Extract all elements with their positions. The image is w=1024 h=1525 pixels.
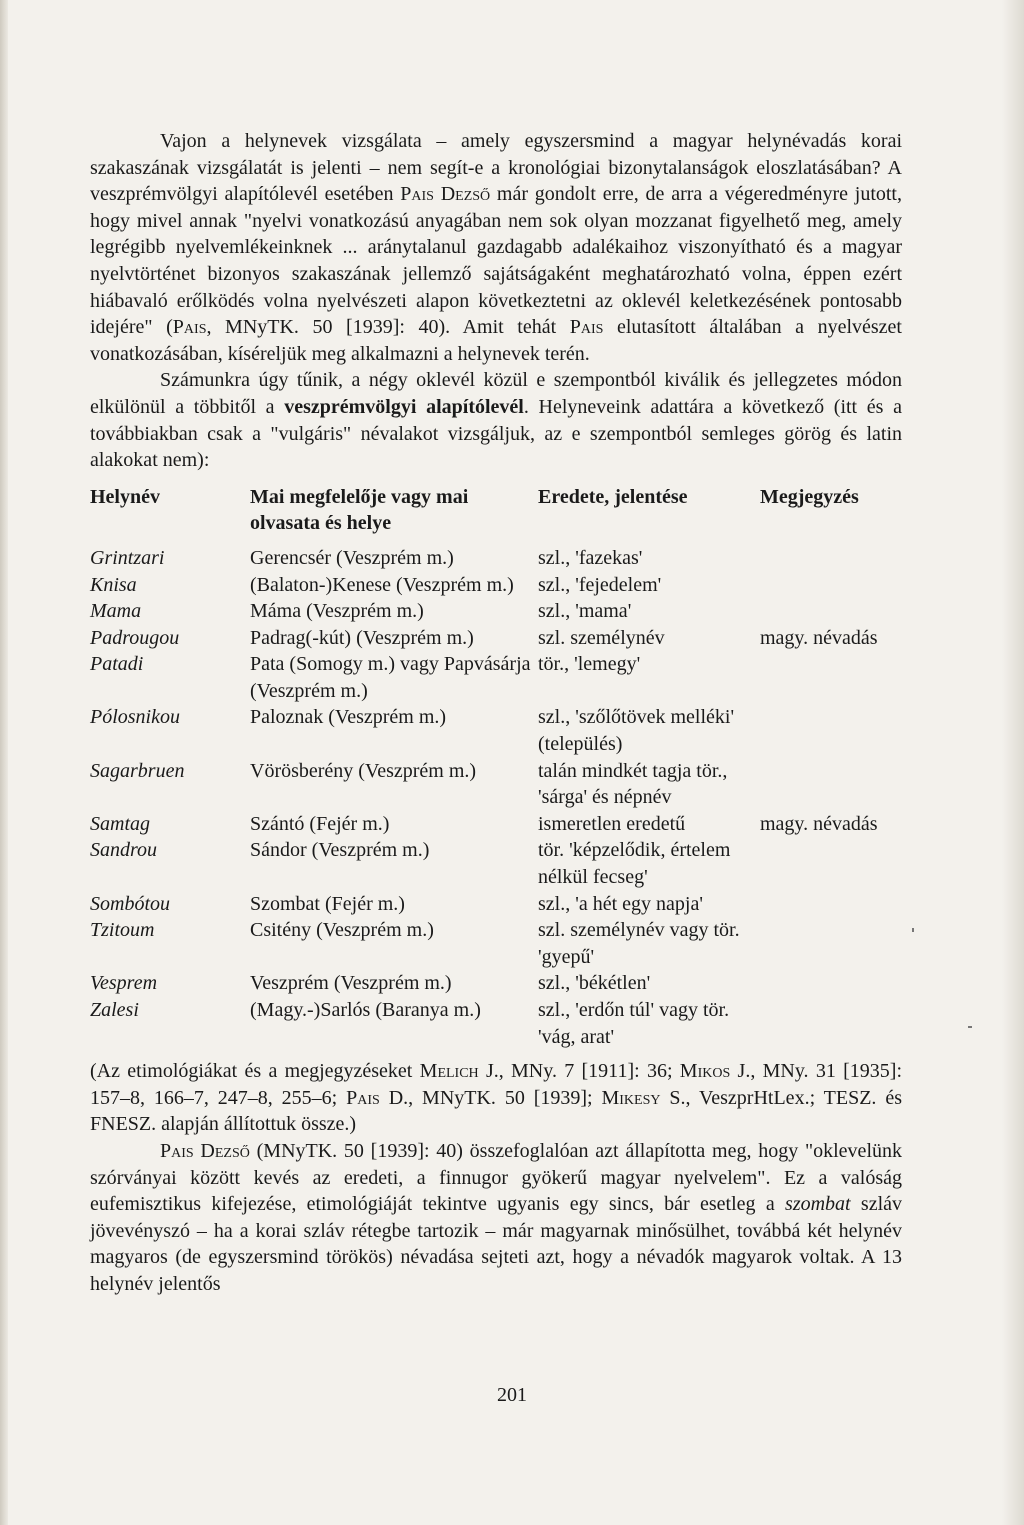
paragraph-1-text: már gondolt erre, de arra a végeredményre jutott, hogy mivel annak "nyelvi vonatkozású anyagában nem sok olyan mozzanat figyelhető meg, amely legrégibb nyelvemlékeinknek ... aránytalanul gazdagabb adalékaihoz viszonyítható és a magyar nyelvtörténet bizonyos szakaszának jellemző sajátságaként meghatározható volna, éppen ezért hiábavaló erőlködés volna nyelvészeti alapon következtetni az oklevél keletkezésének pontosabb idejére" ( [90,183,902,339]
modern-name-cell: Veszprém (Veszprém m.) [250,972,452,995]
place-name-cell: Sagarbruen [90,759,185,782]
scan-speck [968,1026,972,1028]
place-name-cell: Samtag [90,812,150,835]
paragraph-1-text: elutasított általában a nyelvészet vonatkozásában, kíséreljük meg alkalmazni a helynevek terén. [90,316,902,365]
italic-word: szombat [785,1193,851,1216]
table-row [90,704,902,757]
table-row [90,651,902,704]
origin-cell: szl. személynév vagy tör. 'gyepű' [538,919,740,968]
origin-cell: szl. személynév [538,626,665,649]
origin-cell: tör., 'lemegy' [538,653,641,676]
author-name: Pais Dezső [400,183,491,206]
table-row [90,917,902,970]
table-row [90,758,902,811]
page-edge-left [0,0,8,1525]
origin-cell: szl., 'erdőn túl' vagy tör. 'vág, arat' [538,999,730,1048]
paragraph-3-text: (MNyTK. 50 [1939]: 40) összefoglalóan azt állapította meg, hogy "oklevelünk szórványai között kevés az eredeti, a finnugor gyökerű magyar nyelvelem". Ez a valóság eufemisztikus kifejezése, etimológiáját tekintve ugyanis egy sincs, bár esetleg a [90,1139,902,1216]
paragraph-2 [90,367,902,473]
note-cell: magy. névadás [760,626,878,649]
place-name-cell: Zalesi [90,999,139,1021]
paragraph-1-text: Vajon a helynevek vizsgálata – amely egyszersmind a magyar helynévadás korai szakaszának vizsgálatát is jelenti – nem segít-e a kronológiai bizonytalanságok eloszlatásában? A veszprémvölgyi alapítólevél esetében [90,130,902,206]
header-place-name: Helynév [90,485,160,508]
place-name-cell: Vesprem [90,972,158,995]
modern-name-cell: Paloznak (Veszprém m.) [250,706,447,729]
place-names-table [90,484,902,1050]
modern-name-cell: Máma (Veszprém m.) [250,600,424,623]
modern-name-cell: Vörösberény (Veszprém m.) [250,759,477,782]
scan-speck [912,928,914,932]
place-name-cell: Sombótou [90,892,170,915]
paragraph-3 [90,1138,902,1298]
place-name-cell: Patadi [90,653,144,676]
table-row [90,811,902,838]
sources-note [90,1058,902,1138]
table-row [90,545,902,572]
header-origin: Eredete, jelentése [538,485,688,508]
note-cell: magy. névadás [760,812,878,835]
table-row [90,970,902,997]
page-edge-right [1002,0,1024,1525]
modern-name-cell: Csitény (Veszprém m.) [250,919,434,942]
place-name-cell: Sandrou [90,839,158,862]
origin-cell: ismeretlen eredetű [538,812,686,835]
document-title-bold: veszprémvölgyi alapítólevél [284,395,524,418]
modern-name-cell: Szombat (Fejér m.) [250,892,405,915]
table-row [90,625,902,652]
table-row [90,837,902,890]
place-name-cell: Grintzari [90,546,165,569]
author-name: Pais Dezső [160,1139,250,1162]
modern-name-cell: Szántó (Fejér m.) [250,812,390,835]
paragraph-3-text: szláv jövevényszó – ha a korai szláv rétegbe tartozik – már magyarnak minősülhet, továbbá két helynév magyaros (de egyszersmind törökös) névadása sejteti azt, hogy a névadók magyarok voltak. A 13 helynév jelentős [90,1193,903,1295]
sources-text: J., MNy. 31 [1935]: 157–8, 166–7, 247–8, 255–6; [90,1060,902,1109]
origin-cell: szl., 'mama' [538,600,632,623]
header-modern-equivalent: Mai megfelelője vagy mai olvasata és helye [250,485,469,535]
place-name-cell: Knisa [90,573,137,596]
header-note: Megjegyzés [760,485,859,508]
table-row [90,572,902,599]
place-name-cell: Tzitoum [90,919,155,942]
modern-name-cell: Sándor (Veszprém m.) [250,839,430,862]
paragraph-1 [90,128,902,367]
modern-name-cell: (Balaton-)Kenese (Veszprém m.) [250,573,514,596]
modern-name-cell: Gerencsér (Veszprém m.) [250,546,454,569]
paragraph-1-text: , MNyTK. 50 [1939]: 40). Amit tehát [206,316,570,339]
origin-cell: szl., 'békétlen' [538,972,651,995]
table-row [90,598,902,625]
origin-cell: szl., 'fejedelem' [538,573,662,596]
origin-cell: talán mindkét tagja tör., 'sárga' és népnév [538,759,728,809]
paragraph-2-text: Számunkra úgy tűnik, a négy oklevél közül e szempontból kiválik és jellegzetes módon elkülönül a többitől a [90,369,902,418]
table-row [90,891,902,918]
table-row [90,997,902,1050]
origin-cell: tör. 'képzelődik, értelem nélkül fecseg' [538,839,731,889]
sources-text: (Az etimológiákat és a megjegyzéseket [90,1060,420,1083]
author-name: Pais [569,316,604,339]
origin-cell: szl., 'a hét egy napja' [538,892,703,915]
page-number: 201 [497,1384,527,1406]
author-name: Melich [419,1060,479,1083]
sources-text: J., MNy. 7 [1911]: 36; [478,1060,680,1083]
place-name-cell: Padrougou [90,626,180,649]
author-name: Mikesy [601,1086,661,1109]
author-name: Pais [172,316,207,339]
origin-cell: szl., 'fazekas' [538,546,643,569]
page-content [90,128,902,1298]
table-header-row [90,484,902,537]
place-name-cell: Mama [90,600,142,623]
author-name: Pais [346,1086,380,1109]
sources-text: D., MNyTK. 50 [1939]; [379,1086,602,1109]
modern-name-cell: Pata (Somogy m.) vagy Papvásárja (Veszprém m.) [250,653,531,702]
author-name: Mikos [679,1060,731,1083]
paragraph-2-text: . Helyneveink adattára a következő (itt és a továbbiakban csak a "vulgáris" névalakot vizsgáljuk, az e szempontból semleges görög és latin alakokat nem): [90,395,903,472]
table-body [90,545,902,1050]
place-name-cell: Pólosnikou [90,706,180,729]
modern-name-cell: (Magy.-)Sarlós (Baranya m.) [250,999,481,1021]
origin-cell: szl., 'szőlőtövek melléki' (település) [538,706,735,756]
modern-name-cell: Padrag(-kút) (Veszprém m.) [250,626,474,649]
sources-text: S., VeszprHtLex.; TESZ. és FNESZ. alapján állítottuk össze.) [90,1086,902,1136]
